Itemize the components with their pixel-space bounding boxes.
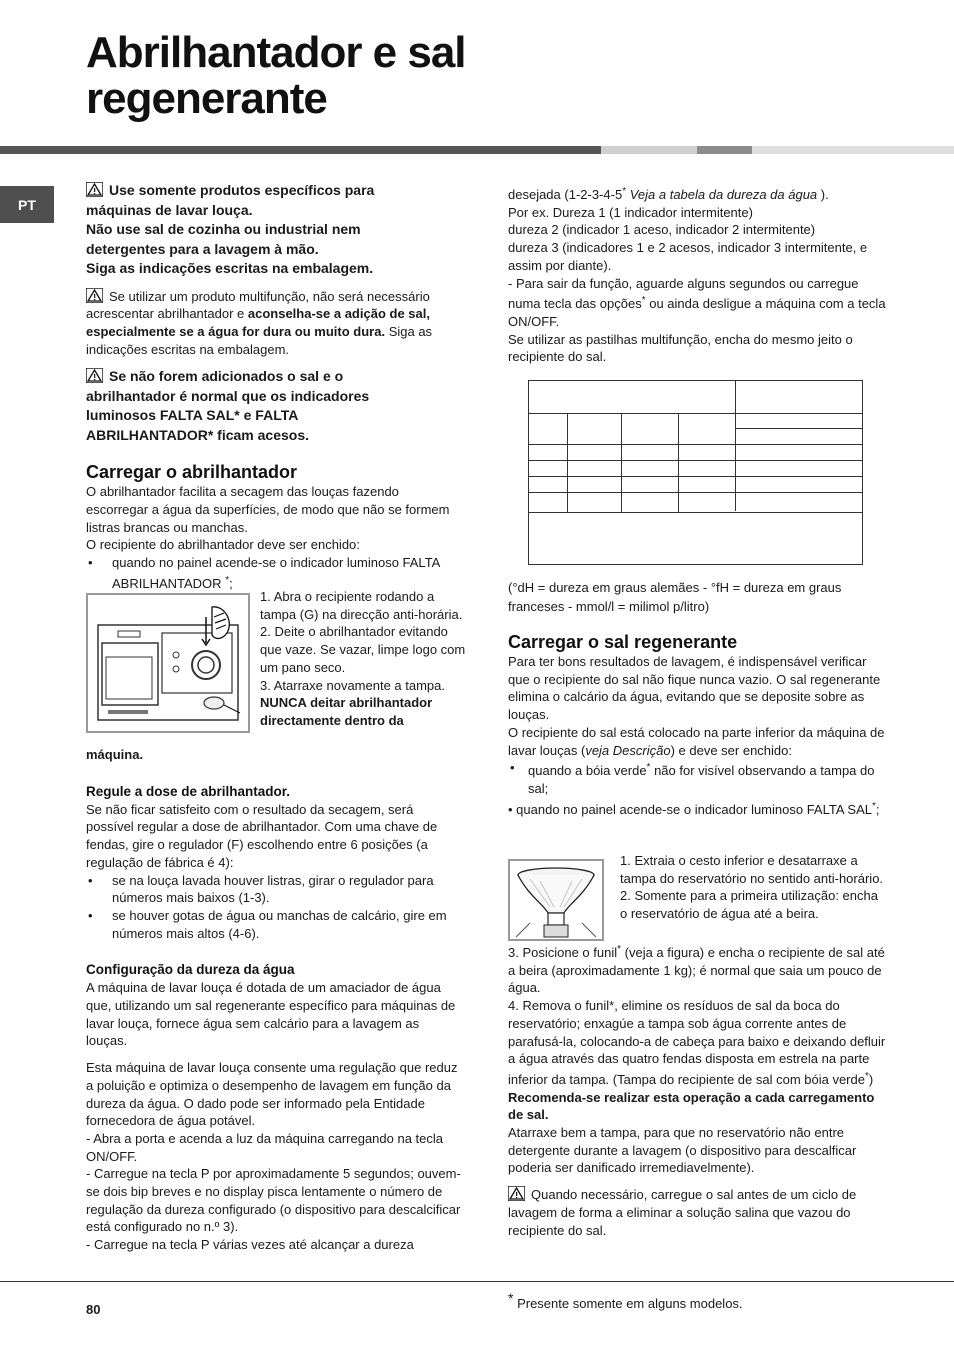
warning-line: Use somente produtos específicos para	[109, 182, 375, 198]
asterisk: *	[641, 295, 646, 307]
paragraph: Atarraxe bem a tampa, para que no reservatório não entre detergente durante a lavagem (o dispositivo para descalficar poderia ser danificado irremediavelmente).	[508, 1125, 857, 1176]
paragraph: Por ex. Dureza 1 (1 indicador intermitente)	[508, 204, 753, 220]
right-column-bottom	[508, 941, 888, 1239]
paragraph: - Abra a porta e acenda a luz da máquina carregando na tecla ON/OFF.	[86, 1130, 444, 1164]
text: Se utilizar um produto multifunção, não será necessário acrescentar abrilhantador e	[86, 288, 430, 322]
header-bar-light	[601, 146, 697, 154]
warning-block-salt	[508, 1186, 888, 1239]
step-text: 2. Deite o abrilhantador evitando que vaze. Se vazar, limpe logo com um pano seco.	[260, 624, 466, 675]
warning-icon	[86, 368, 103, 383]
warning-line: Não use sal de cozinha ou industrial nem	[86, 221, 361, 237]
language-tab: PT	[0, 186, 54, 223]
warning-block-3	[86, 367, 462, 445]
table-divider	[529, 444, 862, 445]
never-warning	[260, 694, 466, 729]
text: não for visível observando a tampa do sal;	[528, 763, 875, 796]
warning-line: abrilhantador é normal que os indicadores	[86, 387, 370, 404]
paragraph: O recipiente do abrilhantador deve ser enchido:	[86, 537, 360, 553]
table-divider	[529, 492, 862, 493]
header-bar-dark	[0, 146, 601, 154]
footnote-text: Presente somente em alguns modelos.	[517, 1296, 743, 1311]
warning-icon	[86, 288, 103, 303]
paragraph	[508, 798, 888, 819]
water-hardness-table	[528, 380, 863, 565]
paragraph: Para ter bons resultados de lavagem, é indispensável verificar que o recipiente do sal não fique nunca vazio. O sal regenerante elimina o calcário da água, evitando que se deposite sobre as louças.	[508, 654, 881, 723]
text: desejada (1-2-3-4-5	[508, 187, 623, 202]
step-text	[508, 941, 888, 997]
text: • quando no painel acende-se o indicador luminoso FALTA SAL	[508, 801, 872, 817]
table-divider	[567, 413, 568, 512]
paragraph: Se não ficar satisfeito com o resultado da secagem, será possível regular a dose de abrilhantador. Com uma chave de fendas, gire o regulador (F) escolhendo entre 6 posições (a regulação de fábrica é 4):	[86, 801, 438, 870]
title-line-2: regenerante	[86, 74, 327, 123]
rinse-aid-dispenser-figure	[86, 593, 250, 733]
paragraph: O abrilhantador facilita a secagem das louças fazendo escorregar a água da superfícies, de modo que não se formem listras brancas ou manchas.	[86, 484, 450, 535]
warning-line: ABRILHANTADOR* ficam acesos.	[86, 426, 310, 443]
section-heading-salt: Carregar o sal regenerante	[508, 632, 738, 652]
subheading-dose: Regule a dose de abrilhantador.	[86, 783, 291, 799]
bullet-icon: •	[88, 555, 93, 571]
paragraph	[508, 724, 888, 759]
text-italic: veja Descrição	[585, 742, 671, 758]
list-item	[86, 872, 462, 907]
text-italic: Veja a tabela da dureza da água	[629, 187, 818, 202]
table-divider	[621, 413, 622, 512]
paragraph: dureza 3 (indicadores 1 e 2 acesos, indicador 3 intermitente, e assim por diante).	[508, 240, 868, 273]
right-column	[508, 183, 888, 366]
page-number: 80	[86, 1302, 101, 1317]
text: ou ainda desligue a máquina com a tecla ON/OFF.	[508, 296, 886, 329]
subheading-hardness: Configuração da dureza da água	[86, 962, 295, 978]
warning-line: luminosos FALTA SAL* e FALTA	[86, 407, 299, 424]
asterisk: *	[622, 186, 627, 197]
salt-steps-1-2	[620, 852, 888, 923]
units-note: (°dH = dureza em graus alemães - °fH = dureza em graus franceses - mmol/l = milimol p/litro)	[508, 580, 842, 614]
step-text: 1. Abra o recipiente rodando a tampa (G) na direcção anti-horária.	[260, 589, 463, 622]
header-bar-light-2	[752, 146, 954, 154]
table-divider	[735, 428, 862, 429]
paragraph: - Carregue na tecla P várias vezes até alcançar a dureza	[86, 1237, 414, 1253]
never-warning-end: máquina.	[86, 747, 144, 762]
warning-block-2	[86, 288, 462, 359]
step-text: 3. Atarraxe novamente a tampa.	[260, 677, 445, 693]
asterisk: *	[871, 800, 876, 812]
paragraph: Esta máquina de lavar louça consente uma regulação que reduz a poluição e optimiza o desempenho de lavagem em função da dureza da água. O dado pode ser informado pela Entidade fornecedora de água potável.	[86, 1060, 458, 1129]
text: Siga as indicações escritas na embalagem.	[86, 323, 433, 357]
text-bold: directamente dentro da	[260, 712, 404, 728]
salt-funnel-figure	[508, 859, 604, 941]
table-divider	[529, 460, 862, 461]
text: ;	[875, 801, 880, 817]
bullet-icon: •	[510, 760, 515, 776]
recommendation: Recomenda-se realizar esta operação a cada carregamento de sal.	[508, 1089, 875, 1123]
paragraph: - Carregue na tecla P por aproximadamente 5 segundos; ouvem-se dois bip breves e no display pisca lentamente o número de regulação da dureza configurado (o dispositivo para descalcificar está configurado no n.º 3).	[86, 1166, 461, 1235]
list-item	[86, 554, 462, 592]
funnel-illustration	[510, 861, 602, 939]
warning-line: Se não forem adicionados o sal e o	[109, 368, 344, 385]
right-column-lower	[508, 578, 888, 818]
table-divider	[529, 512, 862, 513]
text-bold: NUNCA deitar abrilhantador	[260, 695, 433, 711]
text: O recipiente do sal está colocado na parte inferior da máquina de lavar louças (	[508, 724, 885, 758]
asterisk: *	[646, 762, 651, 774]
list-item-text	[106, 554, 462, 592]
text: ;	[229, 575, 233, 591]
warning-icon	[86, 182, 103, 197]
table-divider	[529, 476, 862, 477]
list-item-text: se na louça lavada houver listras, girar o regulador para números mais baixos (1-3).	[112, 872, 434, 906]
text: 3. Posicione o funil	[508, 945, 618, 960]
warning-line: detergentes para a lavagem à mão.	[86, 240, 319, 257]
section-heading-rinse: Carregar o abrilhantador	[86, 462, 298, 483]
asterisk: *	[617, 944, 622, 955]
text: ) e deve ser enchido:	[670, 742, 792, 758]
list-item-text	[528, 759, 888, 797]
text: )	[868, 1071, 874, 1087]
bullet-icon: •	[88, 907, 93, 923]
text: (veja a figura) e encha o recipiente de sal até a beira (aproximadamente 1 kg); é normal que saia um pouco de água.	[508, 945, 885, 996]
paragraph: dureza 2 (indicador 1 aceso, indicador 2 intermitente)	[508, 222, 816, 238]
footnote	[508, 1290, 743, 1311]
left-column	[86, 181, 462, 593]
paragraph: Se utilizar as pastilhas multifunção, encha do mesmo jeito o recipiente do sal.	[508, 331, 853, 365]
text: ).	[820, 187, 829, 202]
rinse-steps	[260, 588, 466, 730]
list-item	[86, 907, 462, 942]
step-text: 2. Somente para a primeira utilização: encha o reservatório de água até a beira.	[620, 888, 878, 922]
text: Quando necessário, carregue o sal antes de um ciclo de lavagem de forma a eliminar a solução salina que vazou do recipiente do sal.	[508, 1187, 857, 1238]
text: quando no painel acende-se o indicador luminoso FALTA ABRILHANTADOR	[112, 555, 440, 591]
text: 4. Remova o funil*, elimine os resíduos de sal da boca do reservatório; enxagúe a tampa sob água corrente antes de parafusá-la, colocando-a de cabeça para baixo e deixando defluir a água através das quatro fendas disposta em estrela na parte inferior da tampa. (Tampa do recipiente de sal com bóia verde	[508, 998, 886, 1087]
list-item-text: se houver gotas de água ou manchas de calcário, gire em números mais altos (4-6).	[112, 907, 447, 941]
left-column-lower	[86, 746, 462, 1254]
asterisk: *	[225, 574, 230, 586]
bullet-icon: •	[88, 872, 93, 888]
asterisk: *	[508, 1290, 514, 1306]
warning-line: máquinas de lavar louça.	[86, 201, 253, 218]
title-line-1: Abrilhantador e sal	[86, 28, 466, 77]
warning-block-1	[86, 181, 462, 279]
text: - Para sair da função, aguarde alguns segundos ou carregue numa tecla das opções	[508, 275, 859, 312]
paragraph	[508, 183, 888, 204]
table-divider	[529, 413, 862, 414]
warning-line: Siga as indicações escritas na embalagem.	[86, 260, 374, 276]
header-bar-mid	[697, 146, 752, 154]
dispenser-illustration	[88, 595, 248, 731]
asterisk: *	[864, 1070, 869, 1082]
paragraph: A máquina de lavar louça é dotada de um amaciador de água que, utilizando um sal regenerante específico para máquinas de lavar louça, fornece água sem calcário para a lavagem as louças.	[86, 980, 456, 1049]
step-text	[508, 997, 888, 1089]
text: quando a bóia verde	[528, 763, 647, 779]
page-title	[86, 30, 466, 122]
table-divider	[678, 413, 679, 512]
text-bold: aconselha-se a adição de sal, especialmente se a água for dura ou muito dura.	[86, 306, 430, 339]
list-item	[508, 759, 888, 797]
step-text: 1. Extraia o cesto inferior e desatarraxe a tampa do reservatório no sentido anti-horário.	[620, 853, 884, 886]
warning-icon	[508, 1186, 525, 1201]
paragraph	[508, 275, 888, 331]
footer-divider	[0, 1281, 954, 1282]
